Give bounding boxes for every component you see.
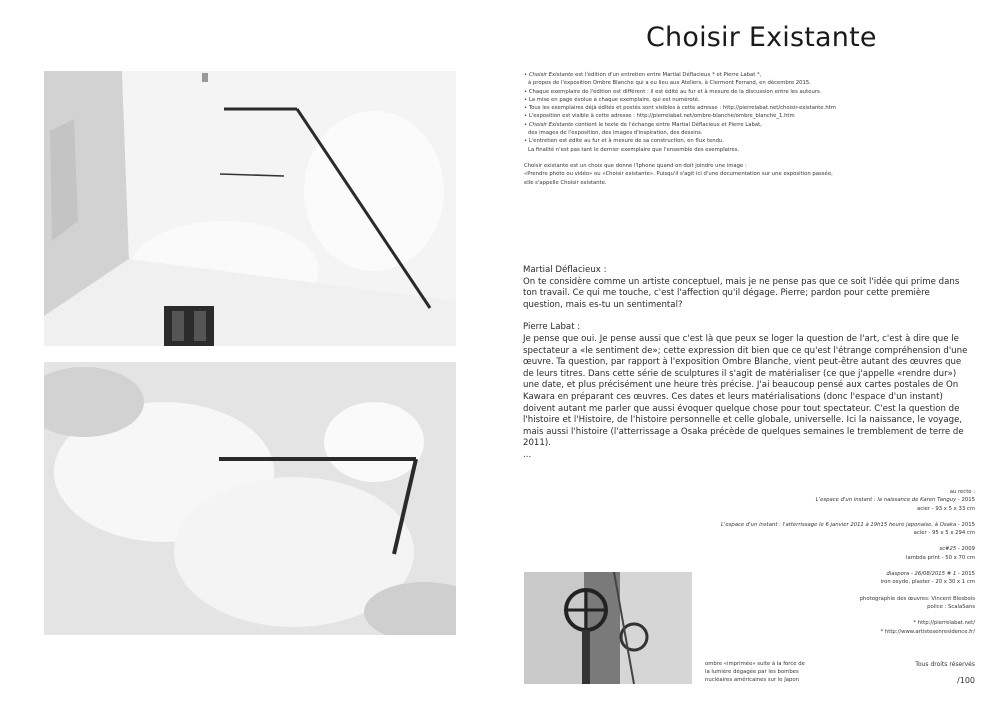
note-item: • Choisir Existante est l'édition d'un entretien entre Martial Déflacieux * et Pierre Labat *, à propos de l'exposition Ombre Blanche qui a eu lieu aux Ateliers, à Clermont Ferrand, en décembre 2015. — [524, 72, 811, 87]
ellipsis: ... — [523, 449, 532, 460]
note-item: • Tous les exemplaires déjà édités et postés sont visibles à cette adresse : http://pierrelabat.net/choisir-existante.htm — [524, 105, 836, 112]
page-title: Choisir Existante — [646, 22, 877, 53]
note-item: • La mise en page évolue à chaque exemplaire, qui est numéroté. — [524, 96, 700, 103]
copyright-notice: Tous droits réservés — [915, 661, 975, 668]
question-text: On te considère comme un artiste conceptuel, mais je ne pense pas que ce soit l'idée qui prime dans ton travail. Ce qui me touche, c'est l'affection qu'il dégage. Pierre; pardon pour cette première question, mais es-tu un sentimental? — [523, 276, 960, 310]
credit-links — [645, 619, 975, 636]
note-item: • L'entretien est édité au fur et à mesure de sa construction, en flux tendu. La finalité n'est pas tant le dernier exemplaire que l'ensemble des exemplaires. — [524, 138, 740, 153]
notes-list — [524, 71, 924, 154]
exhibition-photo-bottom — [44, 362, 456, 635]
credit-block: L'espace d'un instant : l'atterrissage le 6 janvier 2011 à 19h15 heure japonaise, à Osaka - 2015 acier - 95 x 5 x 294 cm — [720, 521, 975, 537]
credit-block: sc#25 - 2009 lambda print - 50 x 70 cm — [906, 546, 975, 561]
notes-paragraph: Choisir existante est un choix que donne l'Iphone quand on doit joindre une image : «Prendre photo ou vidéo» ou «Choisir existante». Puisqu'il s'agit ici d'une documentation sur une exposition passée, elle s'appelle Choisir existante. — [524, 162, 833, 186]
works-credits — [645, 488, 975, 644]
intro-notes — [524, 71, 924, 187]
link-artistesenresidence[interactable]: * http://www.artistesenresidence.fr/ — [880, 628, 975, 635]
note-item: • L'exposition est visible à cette adresse : http://pierrelabat.net/ombre-blanche/ombre_blanche_1.htm — [524, 113, 795, 120]
credit-block: photographie des œuvres: Vincent Blesbois police : ScalaSans — [859, 595, 975, 610]
exhibition-photo-top — [44, 71, 456, 346]
answer-text: Je pense que oui. Je pense aussi que c'est là que peux se loger la question de l'art, c'est à dire que le spectateur a «le sentiment de»; cette expression dit bien que ce qu'est l'étrange compréhension d'une œuvre. Ta question, par rapport à l'exposition Ombre Blanche, vient peut-être autant des œuvres que de leurs titres. Dans cette série de sculptures il s'agit de matérialiser (ce que j'appelle «rendre dur») une date, et plus précisément une heure très précise. J'ai beaucoup pensé aux cartes postales de On Kawara en préparant ces œuvres. Ces dates et leurs matérialisations (donc l'espace d'un instant) doivent autant me parler que aussi évoquer quelque chose pour tout spectateur. C'est la question de l'histoire et l'Histoire, de l'histoire personnelle et celle globale, universelle. Ici la naissance, le voyage, mais aussi l'histoire (l'atterrissage a Osaka précède de quelques semaines le tremblement de terre de 2011). — [523, 333, 968, 449]
speaker-name: Pierre Labat : — [523, 322, 581, 333]
credit-block: diaspora - 26/08/2015 # 1 - 2015 iron oxyde, plaster - 20 x 30 x 1 cm — [880, 571, 975, 586]
page-number: /100 — [957, 676, 975, 685]
photo-caption: ombre «imprimée» suite à la force de la lumière dégagée par les bombes nucléaires américaines sur le Japon — [705, 661, 805, 683]
speaker-name: Martial Déflacieux : — [523, 265, 607, 275]
interview-text — [523, 265, 968, 462]
note-item: • Chaque exemplaire de l'édition est différent : il est édité au fur et à mesure de la discussion entre les auteurs. — [524, 88, 822, 95]
note-item: • Choisir Existante contient le texte de l'échange entre Martial Déflacieux et Pierre Labat, des images de l'exposition, des images d'inspiration, des dessins. — [524, 121, 762, 137]
link-pierrelabat[interactable]: * http://pierrelabat.net/ — [913, 620, 975, 627]
credit-block: au recto : L'espace d'un instant : la naissance de Karen Tanguy - 2015 acier - 93 x 5 x 33 cm — [815, 489, 975, 512]
